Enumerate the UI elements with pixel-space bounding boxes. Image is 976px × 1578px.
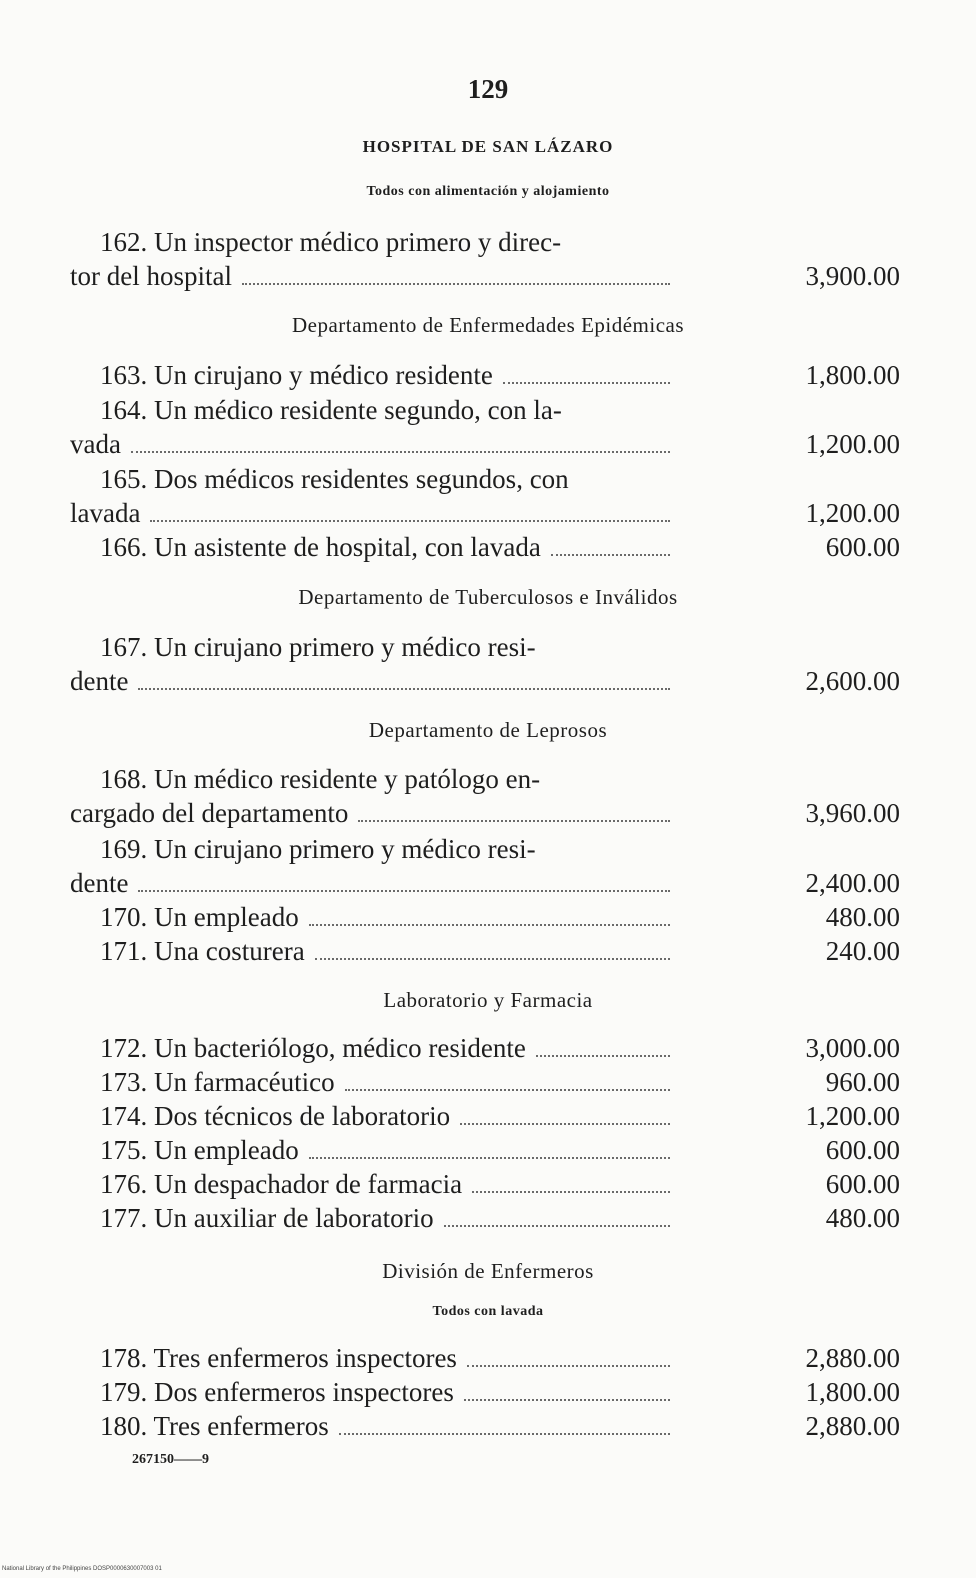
print-code: 267150——9 (132, 1452, 209, 1467)
salary-item-description: lavada (70, 498, 141, 528)
salary-item (70, 1133, 900, 1167)
salary-item (70, 358, 900, 392)
salary-item (70, 1341, 900, 1375)
salary-item-line (70, 630, 900, 664)
salary-item-line (70, 1341, 900, 1375)
salary-item-line (70, 462, 900, 496)
dot-leader (131, 451, 670, 453)
salary-amount: 1,200.00 (805, 1101, 900, 1131)
dot-leader (460, 1123, 670, 1125)
salary-amount: 1,800.00 (805, 360, 900, 390)
salary-amount: 3,900.00 (805, 261, 900, 291)
salary-item-line (70, 259, 900, 293)
salary-amount: 1,200.00 (805, 498, 900, 528)
salary-item-line (70, 393, 900, 427)
salary-item-line (70, 934, 900, 968)
library-credit: National Library of the Philippines DOSP0000630007003 01 (2, 1566, 162, 1572)
salary-item-description: 177. Un auxiliar de laboratorio (100, 1203, 434, 1233)
salary-item-line (70, 1133, 900, 1167)
salary-item-line (70, 796, 900, 830)
salary-amount: 600.00 (825, 1169, 900, 1199)
salary-item-description: 168. Un médico residente y patólogo en- (100, 764, 541, 794)
salary-item-description: cargado del departamento (70, 798, 349, 828)
salary-item-line (70, 866, 900, 900)
salary-amount: 240.00 (825, 936, 900, 966)
salary-item-line (70, 427, 900, 461)
dot-leader (315, 958, 670, 960)
salary-amount: 2,880.00 (805, 1411, 900, 1441)
salary-amount: 480.00 (825, 1203, 900, 1233)
salary-item (70, 1099, 900, 1133)
section-heading-laboratory: Laboratorio y Farmacia (383, 988, 593, 1012)
dot-leader (138, 688, 670, 690)
salary-item (70, 462, 900, 530)
salary-item (70, 1409, 900, 1443)
salary-amount: 600.00 (825, 532, 900, 562)
dot-leader (551, 554, 670, 556)
dot-leader (309, 1157, 670, 1159)
salary-item-description: vada (70, 429, 121, 459)
salary-item-line (70, 900, 900, 934)
salary-item-description: 173. Un farmacéutico (100, 1067, 335, 1097)
salary-item-line (70, 225, 900, 259)
dot-leader (345, 1089, 670, 1091)
salary-item-line (70, 1409, 900, 1443)
salary-item (70, 762, 900, 830)
salary-item (70, 393, 900, 461)
salary-item-line (70, 832, 900, 866)
salary-item (70, 1167, 900, 1201)
section-heading-nurses: División de Enfermeros (382, 1259, 594, 1283)
page-title: HOSPITAL DE SAN LÁZARO (362, 137, 614, 156)
salary-item-line (70, 762, 900, 796)
salary-item (70, 1065, 900, 1099)
dot-leader (536, 1055, 670, 1057)
salary-item-line (70, 1167, 900, 1201)
dot-leader (138, 890, 670, 892)
salary-amount: 3,000.00 (805, 1033, 900, 1063)
salary-item (70, 1031, 900, 1065)
salary-item-line (70, 1201, 900, 1235)
salary-item-line (70, 496, 900, 530)
salary-item (70, 530, 900, 564)
salary-amount: 480.00 (825, 902, 900, 932)
salary-item-description: 166. Un asistente de hospital, con lavada (100, 532, 541, 562)
section-heading-tuberculosis: Departamento de Tuberculosos e Inválidos (298, 585, 678, 609)
salary-item-line (70, 530, 900, 564)
dot-leader (444, 1225, 670, 1227)
salary-item (70, 1375, 900, 1409)
salary-item-line (70, 1065, 900, 1099)
salary-item-line (70, 1031, 900, 1065)
salary-item-description: 172. Un bacteriólogo, médico residente (100, 1033, 526, 1063)
dot-leader (467, 1365, 670, 1367)
salary-item-line (70, 1375, 900, 1409)
salary-amount: 1,800.00 (805, 1377, 900, 1407)
salary-item-description: 171. Una costurera (100, 936, 305, 966)
salary-item-description: 174. Dos técnicos de laboratorio (100, 1101, 451, 1131)
salary-item-description: 169. Un cirujano primero y médico resi- (100, 834, 536, 864)
salary-item-description: 165. Dos médicos residentes segundos, con (100, 464, 569, 494)
salary-item-description: 162. Un inspector médico primero y direc- (100, 227, 562, 257)
salary-item-line (70, 1099, 900, 1133)
salary-item-line (70, 358, 900, 392)
salary-item-description: 164. Un médico residente segundo, con la- (100, 395, 562, 425)
salary-amount: 960.00 (825, 1067, 900, 1097)
salary-item (70, 832, 900, 900)
salary-item (70, 630, 900, 698)
salary-amount: 3,960.00 (805, 798, 900, 828)
dot-leader (150, 520, 670, 522)
dot-leader (464, 1399, 670, 1401)
salary-amount: 600.00 (825, 1135, 900, 1165)
salary-item (70, 934, 900, 968)
page-subtitle: Todos con alimentación y alojamiento (366, 184, 610, 199)
salary-item-description: dente (70, 868, 129, 898)
section-heading-leprosy: Departamento de Leprosos (368, 718, 608, 742)
salary-item-description: 178. Tres enfermeros inspectores (100, 1343, 457, 1373)
salary-item-description: 179. Dos enfermeros inspectores (100, 1377, 454, 1407)
salary-item (70, 900, 900, 934)
salary-amount: 2,880.00 (805, 1343, 900, 1373)
salary-amount: 1,200.00 (805, 429, 900, 459)
salary-item-description: tor del hospital (70, 261, 232, 291)
dot-leader (472, 1191, 670, 1193)
salary-item-description: 167. Un cirujano primero y médico resi- (100, 632, 536, 662)
salary-item-description: dente (70, 666, 129, 696)
dot-leader (503, 382, 670, 384)
dot-leader (358, 820, 670, 822)
dot-leader (242, 283, 670, 285)
salary-item-description: 176. Un despachador de farmacia (100, 1169, 463, 1199)
dot-leader (339, 1433, 670, 1435)
salary-amount: 2,600.00 (805, 666, 900, 696)
salary-item-description: 175. Un empleado (100, 1135, 299, 1165)
dot-leader (309, 924, 670, 926)
section-heading-epidemic: Departamento de Enfermedades Epidémicas (291, 313, 685, 337)
salary-item (70, 1201, 900, 1235)
salary-item-description: 180. Tres enfermeros (100, 1411, 329, 1441)
page-number: 129 (467, 74, 509, 104)
salary-amount: 2,400.00 (805, 868, 900, 898)
salary-item-line (70, 664, 900, 698)
section-subheading-laundry: Todos con lavada (432, 1304, 544, 1319)
salary-item-description: 163. Un cirujano y médico residente (100, 360, 493, 390)
salary-item-description: 170. Un empleado (100, 902, 299, 932)
salary-item (70, 225, 900, 293)
